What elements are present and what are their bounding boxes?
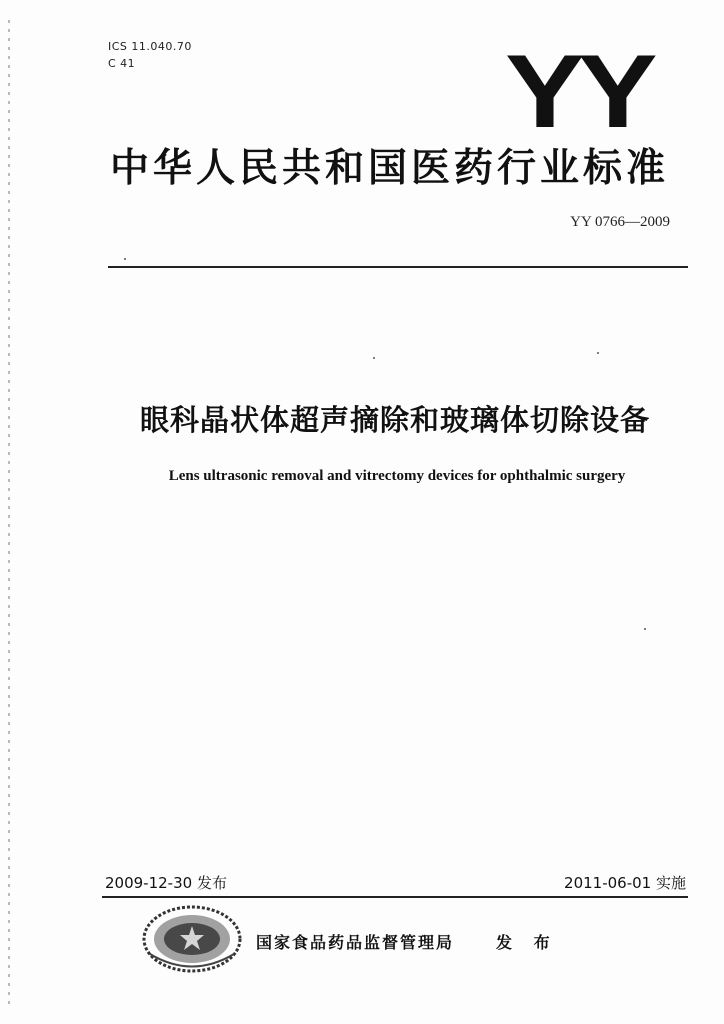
- scan-speck: [373, 357, 375, 359]
- standard-category-title: 中华人民共和国医药行业标准: [110, 146, 670, 191]
- scan-speck: [644, 628, 646, 630]
- yy-logo: YY: [505, 34, 651, 150]
- footer-divider: [102, 896, 688, 898]
- issue-date: 2009-12-30 发布: [105, 874, 227, 892]
- official-seal-icon: [140, 904, 244, 974]
- document-title-chinese: 眼科晶状体超声摘除和玻璃体切除设备: [139, 403, 650, 437]
- ics-code: ICS 11.040.70: [108, 40, 192, 53]
- publish-label: 发 布: [496, 933, 558, 952]
- implementation-date: 2011-06-01 实施: [564, 874, 686, 892]
- scan-edge-artifact: [8, 20, 10, 1010]
- scan-speck: [597, 352, 599, 354]
- standard-number: YY 0766—2009: [570, 214, 670, 230]
- ccs-code: C 41: [108, 57, 136, 70]
- document-title-english: Lens ultrasonic removal and vitrectomy devices for ophthalmic surgery: [168, 468, 626, 484]
- scan-speck: [124, 258, 126, 260]
- publisher-name: 国家食品药品监督管理局: [256, 933, 455, 952]
- header-divider: [108, 266, 688, 268]
- classification-codes: [108, 38, 192, 72]
